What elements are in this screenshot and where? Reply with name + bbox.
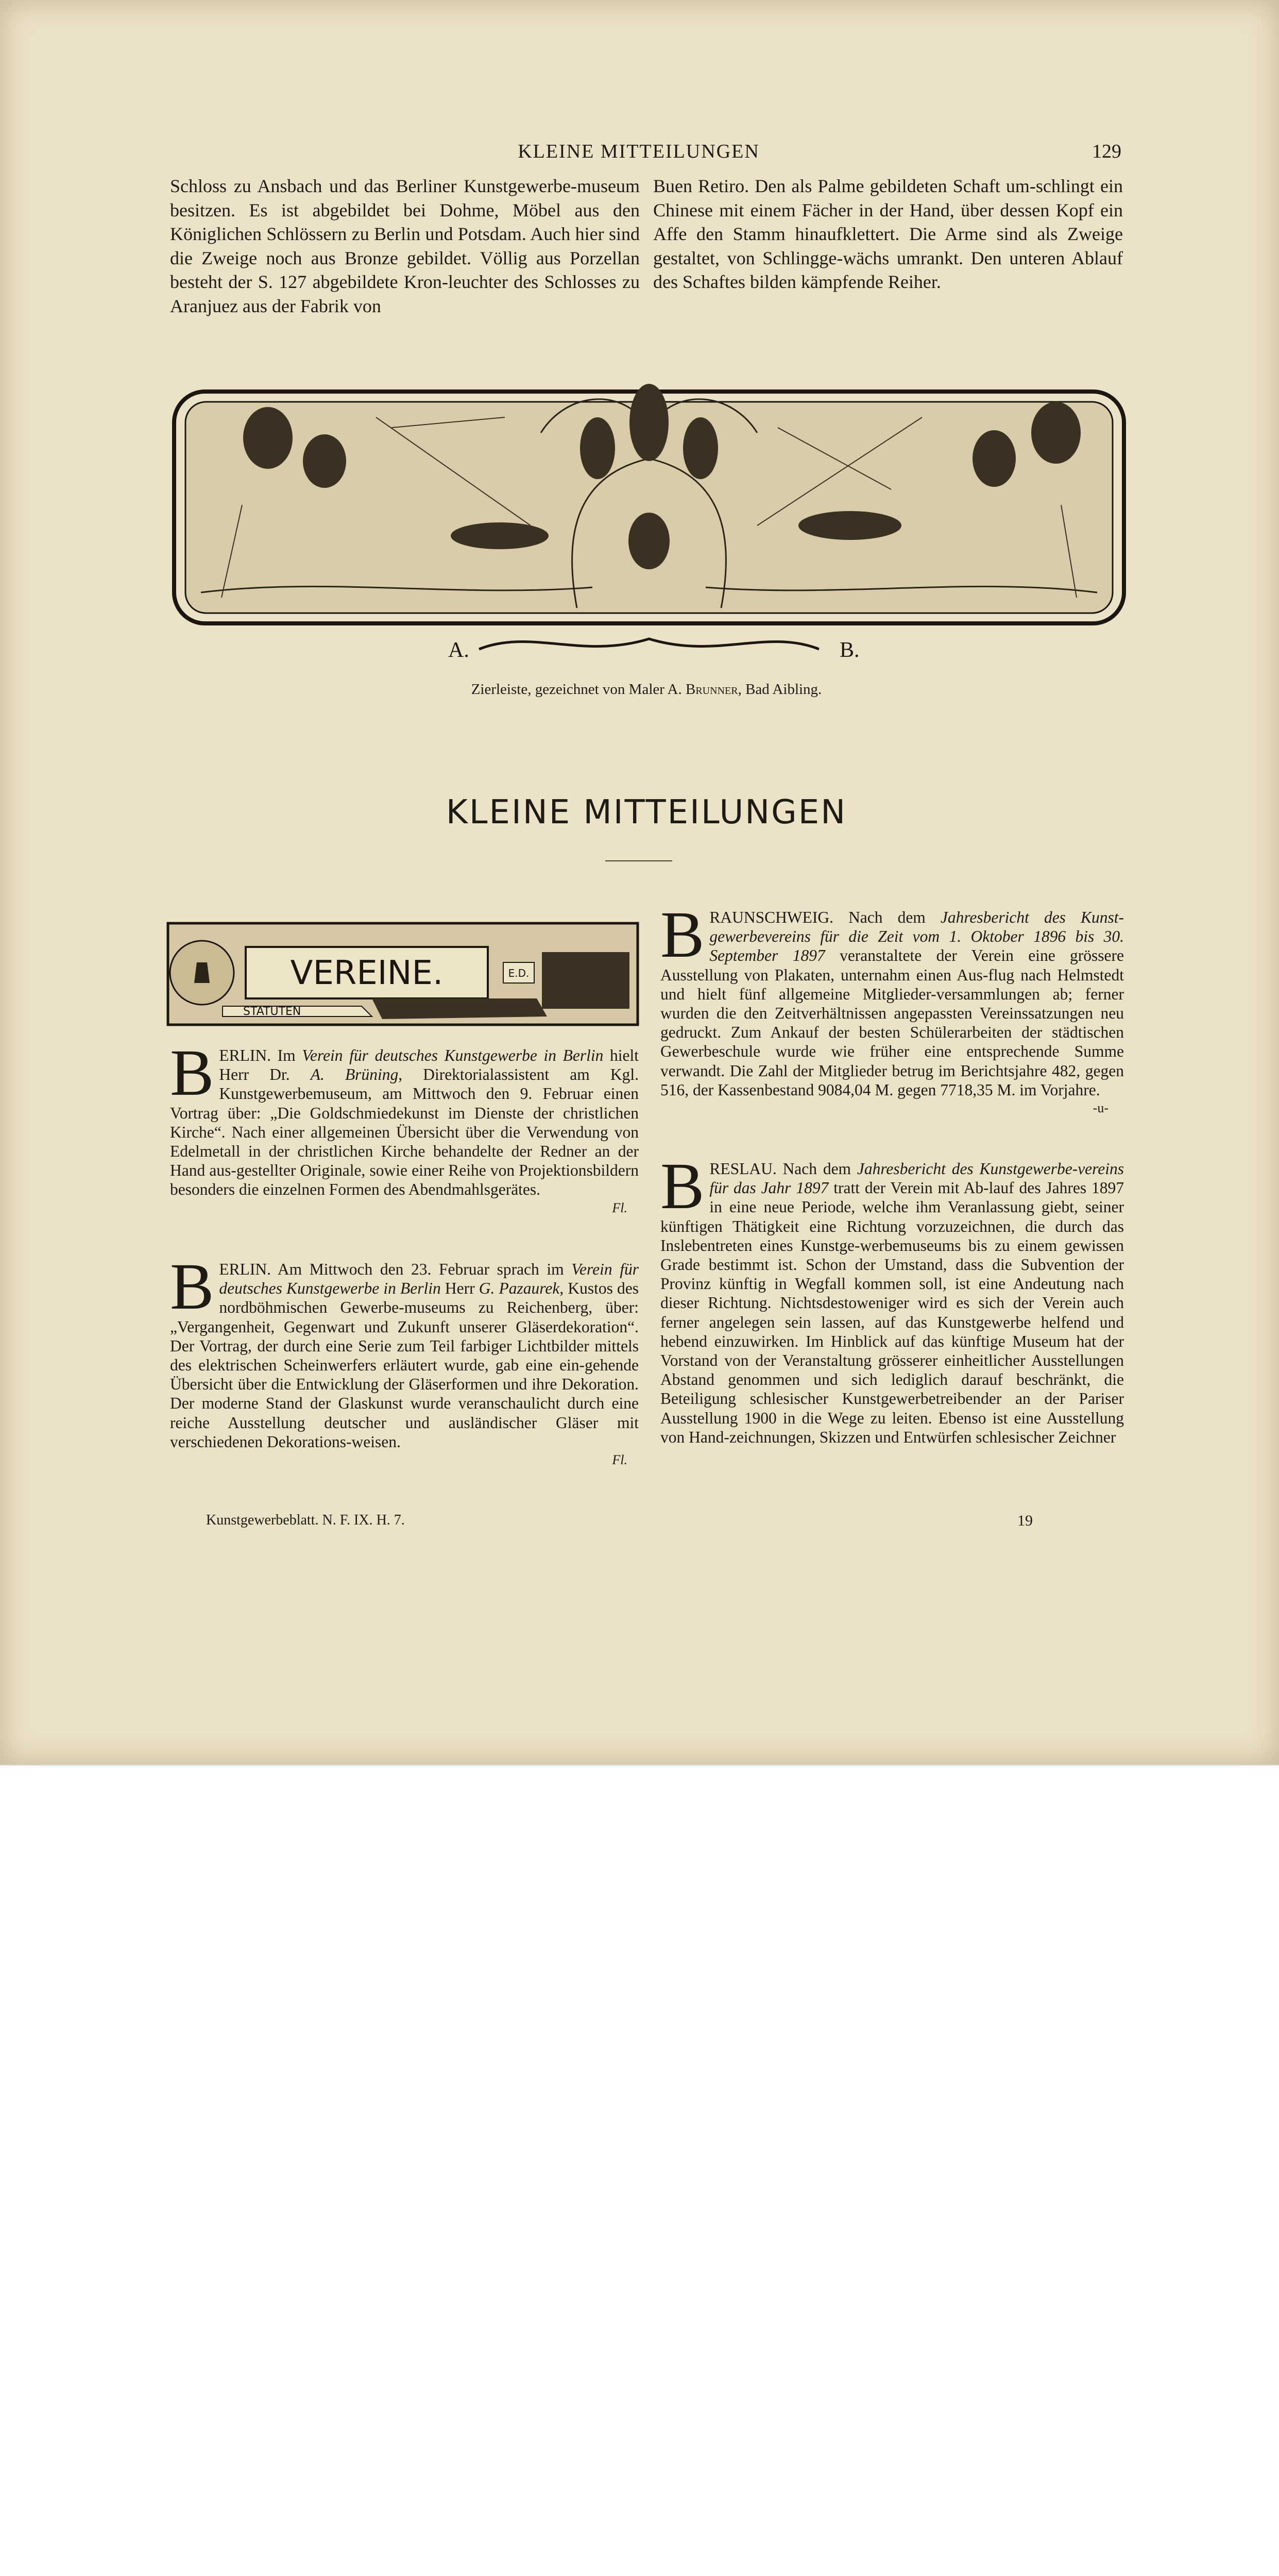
article-braunschweig-body: Nach dem Jahresbericht des Kunst-gewerbevereins für die Zeit vom 1. Oktober 1896 bis 30. September 1897 veranstaltete der Verein eine grössere Ausstellung von Plakaten, unternahm einen Aus-flug nach Helmstedt und hielt fünf allgemeine Mitglieder-versammlungen ab; ferner wurden die den Zeitverhältnissen angepassten Vereinssatzungen neu gedruckt. Zum Ankauf der besten Schülerarbeiten der städtischen Gewerbeschule wurde wie früher eine entsprechende Summe verwandt. Die Zahl der Mitglieder betrug im Berichtsjahre 482, gegen 516, der Kassenbestand 9084,04 M. gegen 7718,35 M. im Vorjahre. — [660, 908, 1124, 1099]
top-text-right: Buen Retiro. Den als Palme gebildeten Schaft um-schlingt ein Chinese mit einem Fächer in der Hand, über dessen Kopf ein Affe den Stamm hinaufklettert. Die Arme sind als Zweige gestaltet, von Schlingge-wächs umrankt. Den unteren Ablauf des Schaftes bilden kämpfende Reiher. — [653, 176, 1123, 292]
caption-suffix: , Bad Aibling. — [738, 681, 822, 698]
article-berlin-2 — [170, 1250, 639, 1469]
vereine-banner-ribbon: STATUTEN — [243, 1005, 301, 1018]
article-berlin-1-text — [170, 1036, 639, 1199]
top-text-right-column — [653, 174, 1123, 294]
article-berlin-1-signature: Fl. — [612, 1200, 627, 1215]
ornament-initial-left: A. — [448, 638, 469, 662]
article-berlin-1-body: Im Verein für deutsches Kunstgewerbe in Berlin hielt Herr Dr. A. Brüning, Direktorialassistent am Kgl. Kunstgewerbemuseum, am Mittwoch den 9. Februar einen Vortrag über: „Die Goldschmiedekunst im Dienste der christlichen Kirche“. Nach einer allgemeinen Übersicht über die Verwendung von Edelmetall in der christlichen Kirche behandelte der Redner an der Hand aus-gestellter Originale, sowie einer Reihe von Projektionsbildern besonders die einzelnen Formen des Abendmahlsgerätes. — [170, 1046, 639, 1199]
top-text-left: Schloss zu Ansbach und das Berliner Kunstgewerbe-museum besitzen. Es ist abgebildet bei Dohme, Möbel aus den Königlichen Schlössern zu Berlin und Potsdam. Auch hier sind die Zweige noch aus Bronze gebildet. Völlig aus Porzellan besteht der S. 127 abgebildete Kron-leuchter des Schlosses zu Aranjuez aus der Fabrik von — [170, 176, 640, 316]
article-braunschweig-initial: B — [660, 898, 705, 971]
article-breslau-body: Nach dem Jahresbericht des Kunstgewerbe-vereins für das Jahr 1897 tratt der Verein mit Ab-lauf des Jahres 1897 in eine neue Periode, welche ihm Veranlassung giebt, seiner künftigen Thätigkeit eine Richtung vorzuzeichnen, die durch das Inslebentreten eines Kunstge-werbemuseums bis zu einem gewissen Grade bestimmt ist. Schon der Umstand, dass die Subvention der Provinz künftig in Wegfall kommen soll, ist eine Andeutung nach dieser Richtung. Nichtsdestoweniger wird es sich der Verein auch ferner angelegen sein lassen, auf das Kunstgewerbe helfend und hebend einzuwirken. Im Hinblick auf das künftige Museum hat der Vorstand von der Veranstaltung grösserer einheitlicher Ausstellungen Abstand genommen und sich lediglich darauf beschränkt, die Beteiligung schlesischer Kunstgewerbetreibender an der Pariser Ausstellung 1900 in die Wege zu leiten. Ebenso ist eine Ausstellung von Hand-zeichnungen, Skizzen und Entwürfen schlesischer Zeichner — [660, 1160, 1124, 1446]
article-braunschweig-signature: -u- — [1093, 1100, 1109, 1116]
viewer-footer — [0, 1765, 1279, 1858]
article-breslau-text — [660, 1149, 1124, 1447]
article-berlin-1-lead: ERLIN. — [219, 1046, 271, 1064]
article-braunschweig-text — [660, 898, 1124, 1099]
article-braunschweig — [660, 898, 1124, 1117]
sheet-number: 19 — [1017, 1512, 1033, 1529]
page-number: 129 — [1092, 141, 1121, 162]
article-berlin-1 — [170, 1036, 639, 1217]
running-head: KLEINE MITTEILUNGEN — [518, 141, 760, 162]
article-braunschweig-lead: RAUNSCHWEIG. — [709, 908, 833, 926]
title-rule — [605, 860, 672, 861]
ornament-caption — [170, 681, 1123, 698]
article-berlin-2-body: Am Mittwoch den 23. Februar sprach im Verein für deutsches Kunstgewerbe in Berlin Herr G. Pazaurek, Kustos des nordböhmischen Gewerbe-museums zu Reichenberg, über: „Vergangenheit, Gegenwart und Zukunft unserer Gläserdekoration“. Der Vortrag, der durch eine Serie zum Teil farbiger Lichtbilder mittels des elektrischen Scheinwerfers erläutert wurde, gab eine ein-gehende Übersicht über die Entwicklung der Gläserformen und ihre Dekoration. Der moderne Stand der Glaskunst wurde veranschaulicht durch eine reiche Ausstellung deutscher und ausländischer Gläser mit verschiedenen Dekorations-weisen. — [170, 1260, 639, 1451]
article-berlin-2-lead: ERLIN. — [219, 1260, 271, 1278]
article-breslau-initial: B — [660, 1149, 705, 1223]
article-berlin-2-initial: B — [170, 1250, 214, 1323]
decorative-frieze — [170, 371, 1128, 665]
caption-prefix: Zierleiste, gezeichnet von Maler A. — [471, 681, 686, 698]
vereine-banner-tag: E.D. — [508, 967, 530, 979]
section-title: KLEINE MITTEILUNGEN — [446, 793, 847, 832]
article-berlin-2-text — [170, 1250, 639, 1451]
vereine-banner-title: VEREINE. — [290, 954, 444, 992]
journal-signature: Kunstgewerbeblatt. N. F. IX. H. 7. — [206, 1512, 405, 1528]
ornament-initial-right: B. — [840, 638, 860, 662]
article-berlin-2-signature: Fl. — [612, 1452, 627, 1468]
article-breslau — [660, 1149, 1124, 1447]
article-breslau-lead: RESLAU. — [709, 1160, 777, 1178]
caption-artist-name: Brunner — [686, 681, 738, 698]
article-berlin-1-initial: B — [170, 1036, 214, 1109]
top-text-left-column — [170, 174, 640, 318]
vereine-banner — [166, 921, 640, 1027]
